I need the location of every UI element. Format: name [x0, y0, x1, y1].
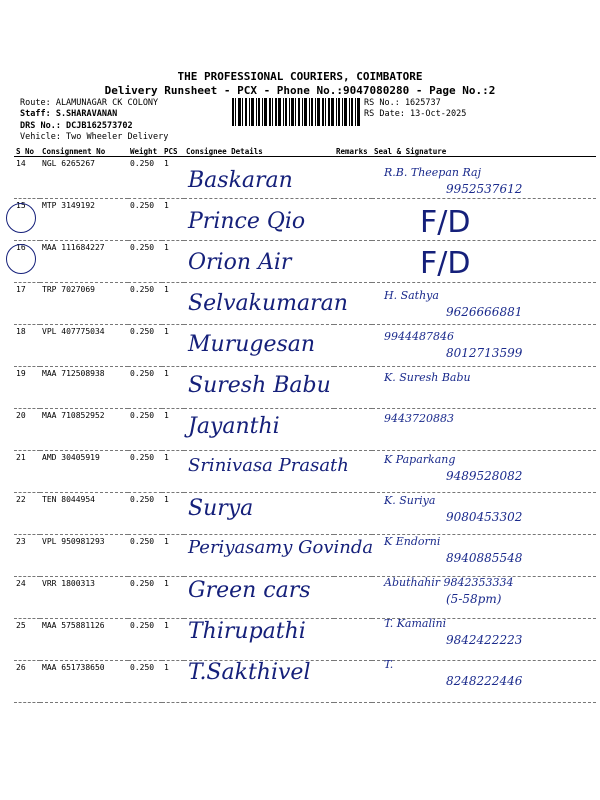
rs-date: RS Date: 13-Oct-2025 [364, 109, 467, 119]
row-pcs: 1 [162, 157, 184, 199]
row-pcs: 1 [162, 325, 184, 367]
signature-line-2: 9952537612 [446, 182, 523, 196]
signature-line-2: 8012713599 [446, 346, 523, 360]
company-title: THE PROFESSIONAL COURIERS, COIMBATORE [177, 70, 423, 83]
row-remarks-cell [334, 241, 372, 283]
vehicle-label: Vehicle: Two Wheeler Delivery [20, 132, 169, 142]
row-weight: 0.250 [128, 283, 162, 325]
signature-line-1: R.B. Theepan Raj [384, 166, 481, 179]
handwritten-consignee-name: Murugesan [188, 332, 316, 357]
row-remarks-cell [334, 367, 372, 409]
handwritten-consignee-name: Orion Air [188, 250, 292, 275]
row-sno: 22 [14, 493, 40, 535]
row-sno: 16 [14, 241, 40, 283]
row-pcs: 1 [162, 661, 184, 703]
signature-line-1: K. Suriya [384, 494, 436, 507]
row-pcs: 1 [162, 199, 184, 241]
hand-drawn-circle [6, 244, 36, 274]
row-pcs: 1 [162, 241, 184, 283]
row-pcs: 1 [162, 409, 184, 451]
row-pcs: 1 [162, 367, 184, 409]
row-weight: 0.250 [128, 367, 162, 409]
signature-line-1: 9944487846 [384, 330, 454, 343]
row-remarks-cell [334, 619, 372, 661]
row-sno: 17 [14, 283, 40, 325]
signature-line-2: 9842422223 [446, 633, 523, 647]
row-consignment-no: VPL 407775034 [40, 325, 128, 367]
barcode-image [232, 98, 360, 126]
row-pcs: 1 [162, 451, 184, 493]
handwritten-consignee-name: Srinivasa Prasath [188, 455, 349, 476]
col-consignee: Consignee Details [184, 146, 334, 157]
row-consignment-no: VPL 950981293 [40, 535, 128, 577]
row-consignment-no: MAA 710852952 [40, 409, 128, 451]
route-label: Route: ALAMUNAGAR CK COLONY [20, 98, 159, 108]
signature-line-2: 8940885548 [446, 551, 523, 565]
signature-line-1: T. Kamalini [384, 617, 447, 630]
row-remarks-cell [334, 199, 372, 241]
row-consignment-no: TEN 8044954 [40, 493, 128, 535]
handwritten-consignee-name: Periyasamy Govinda [188, 537, 374, 558]
staff-label: Staff: S.SHARAVANAN [20, 109, 118, 119]
row-remarks-cell [334, 661, 372, 703]
signature-line-2: (5-58pm) [446, 592, 502, 606]
row-weight: 0.250 [128, 535, 162, 577]
table-row [14, 241, 596, 283]
row-remarks-cell [334, 325, 372, 367]
col-remarks: Remarks [334, 146, 372, 157]
handwritten-consignee-name: Baskaran [188, 168, 293, 193]
row-sno: 24 [14, 577, 40, 619]
handwritten-consignee-name: Green cars [188, 578, 311, 603]
row-weight: 0.250 [128, 577, 162, 619]
row-signature-cell [372, 199, 596, 241]
signature-line-1: K. Suresh Babu [384, 371, 471, 384]
row-remarks-cell [334, 157, 372, 199]
drs-label: DRS No.: DCJB162573702 [20, 121, 133, 131]
signature-line-1: 9443720883 [384, 412, 454, 425]
row-sno: 14 [14, 157, 40, 199]
signature-line-2: 8248222446 [446, 674, 523, 688]
table-row [14, 409, 596, 451]
row-sno: 18 [14, 325, 40, 367]
handwritten-consignee-name: Thirupathi [188, 619, 306, 644]
handwritten-consignee-name: Selvakumaran [188, 291, 348, 316]
row-sno: 21 [14, 451, 40, 493]
row-sno: 26 [14, 661, 40, 703]
signature-line-1: Abuthahir 9842353334 [384, 576, 514, 589]
rs-number: RS No.: 1625737 [364, 98, 441, 108]
row-weight: 0.250 [128, 493, 162, 535]
col-sno: S No [14, 146, 40, 157]
row-weight: 0.250 [128, 325, 162, 367]
table-header-row [14, 146, 596, 157]
signature-line-1: T. [384, 658, 394, 671]
row-consignment-no: MTP 3149192 [40, 199, 128, 241]
row-sno: 25 [14, 619, 40, 661]
row-consignment-no: VRR 1800313 [40, 577, 128, 619]
signature-line-2: 9080453302 [446, 510, 523, 524]
row-weight: 0.250 [128, 157, 162, 199]
row-pcs: 1 [162, 619, 184, 661]
row-weight: 0.250 [128, 451, 162, 493]
row-weight: 0.250 [128, 661, 162, 703]
row-weight: 0.250 [128, 199, 162, 241]
row-remarks-cell [334, 577, 372, 619]
col-seal-signature: Seal & Signature [372, 146, 596, 157]
row-sno: 15 [14, 199, 40, 241]
row-consignment-no: MAA 651738650 [40, 661, 128, 703]
row-consignment-no: MAA 575881126 [40, 619, 128, 661]
handwritten-consignee-name: Suresh Babu [188, 373, 331, 398]
signature-line-1: H. Sathya [384, 289, 439, 302]
row-consignment-no: NGL 6265267 [40, 157, 128, 199]
row-weight: 0.250 [128, 619, 162, 661]
row-pcs: 1 [162, 535, 184, 577]
row-sno: 20 [14, 409, 40, 451]
row-signature-cell [372, 241, 596, 283]
row-weight: 0.250 [128, 409, 162, 451]
row-pcs: 1 [162, 493, 184, 535]
hand-drawn-circle [6, 203, 36, 233]
handwritten-consignee-name: Surya [188, 496, 254, 521]
row-consignment-no: MAA 712508938 [40, 367, 128, 409]
fd-mark: F/D [420, 246, 471, 281]
fd-mark: F/D [420, 205, 471, 240]
runsheet-subtitle: Delivery Runsheet - PCX - Phone No.:9047080280 - Page No.:2 [104, 84, 496, 97]
row-consignment-no: AMD 30405919 [40, 451, 128, 493]
handwritten-consignee-name: Jayanthi [188, 414, 280, 439]
row-remarks-cell [334, 493, 372, 535]
handwritten-consignee-name: T.Sakthivel [188, 660, 311, 685]
row-pcs: 1 [162, 577, 184, 619]
signature-line-1: K Paparkang [384, 453, 456, 466]
row-pcs: 1 [162, 283, 184, 325]
signature-line-2: 9489528082 [446, 469, 523, 483]
row-consignment-no: TRP 7027069 [40, 283, 128, 325]
col-pcs: PCS [162, 146, 184, 157]
row-consignment-no: MAA 111684227 [40, 241, 128, 283]
row-remarks-cell [334, 409, 372, 451]
signature-line-1: K Endorni [384, 535, 441, 548]
row-sno: 23 [14, 535, 40, 577]
row-sno: 19 [14, 367, 40, 409]
signature-line-2: 9626666881 [446, 305, 523, 319]
col-weight: Weight [128, 146, 162, 157]
col-consignment: Consignment No [40, 146, 128, 157]
row-weight: 0.250 [128, 241, 162, 283]
handwritten-consignee-name: Prince Qio [188, 209, 306, 234]
